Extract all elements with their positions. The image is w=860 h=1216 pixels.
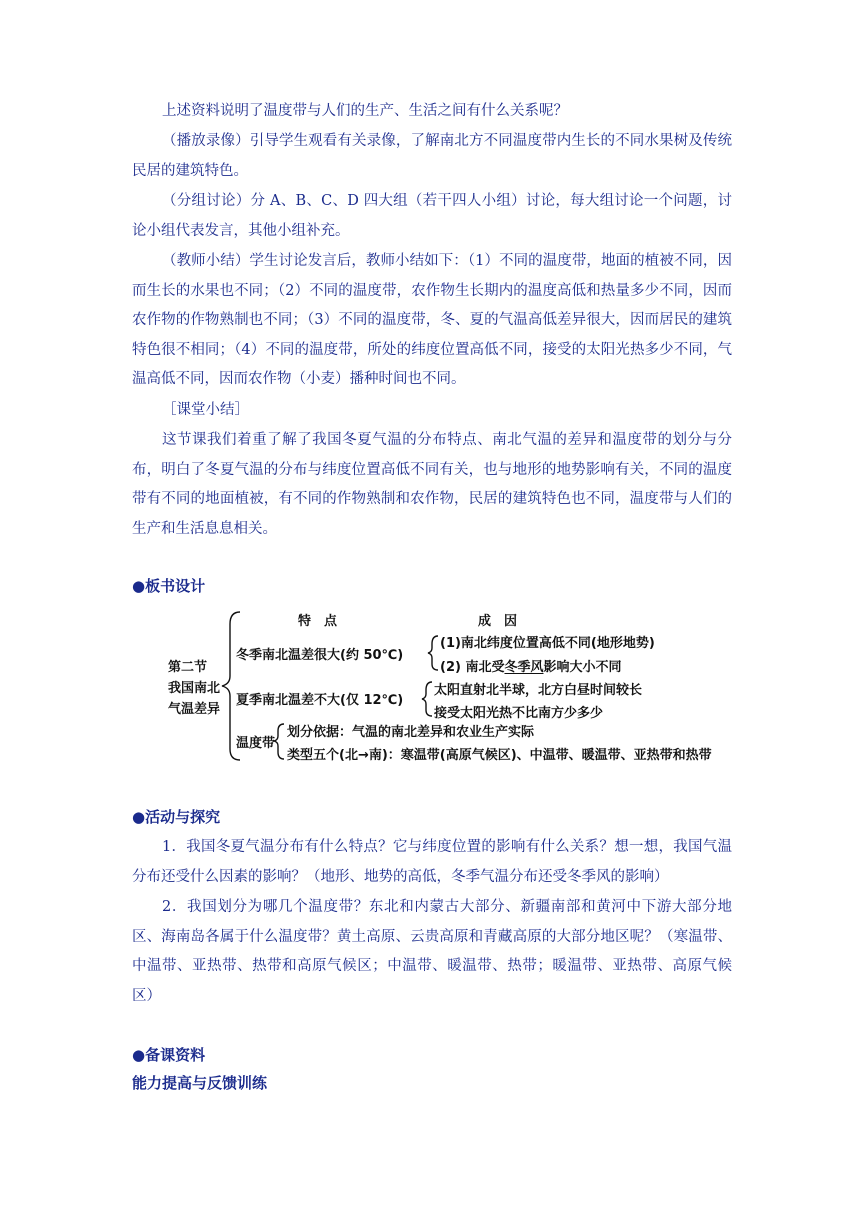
zone-types: 类型五个(北→南)：寒温带(高原气候区)、中温带、暖温带、亚热带和热带 bbox=[287, 748, 712, 763]
paragraph: （教师小结）学生讨论发言后，教师小结如下：（1）不同的温度带，地面的植被不同，因而生长的水果也不同；（2）不同的温度带，农作物生长期内的温度高低和热量多少不同，因而农作物的作物熟制也不同；（3）不同的温度带，冬、夏的气温高低差异很大，因而居民的建筑特色很不相同；（4）不同的温度带，所处的纬度位置高低不同，接受的太阳光热多少不同，气温高低不同，因而农作物（小麦）播种时间也不同。 bbox=[132, 253, 732, 387]
winter-brace bbox=[428, 636, 438, 670]
summer-feature: 夏季南北温差不大(仅 12℃) bbox=[236, 693, 404, 708]
winter-monsoon-underlined: 冬季风 bbox=[504, 660, 544, 675]
section-number: 第二节 bbox=[168, 660, 208, 675]
winter-cause-2-prefix: (2) 南北受 bbox=[440, 660, 505, 675]
activity-question-2: 2．我国划分为哪几个温度带？东北和内蒙古大部分、新疆南部和黄河中下游大部分地区、海南岛各属于什么温度带？黄土高原、云贵高原和青藏高原的大部分地区呢？（寒温带、中温带、亚热带、热带和高原气候区；中温带、暖温带、热带；暖温带、亚热带、高原气候区） bbox=[132, 899, 732, 1004]
resources-heading: ●备课资料 bbox=[132, 1046, 206, 1064]
paragraph: 这节课我们着重了解了我国冬夏气温的分布特点、南北气温的差异和温度带的划分与分布，明白了冬夏气温的分布与纬度位置高低不同有关，也与地形的地势影响有关，不同的温度带有不同的地面植被，有不同的作物熟制和农作物，民居的建筑特色也不同，温度带与人们的生产和生活息息相关。 bbox=[132, 432, 732, 537]
paragraph: 上述资料说明了温度带与人们的生产、生活之间有什么关系呢？ bbox=[162, 103, 568, 119]
activity-question-1: 1．我国冬夏气温分布有什么特点？它与纬度位置的影响有什么关系？想一想，我国气温分布还受什么因素的影响？（地形、地势的高低，冬季气温分布还受冬季风的影响） bbox=[132, 839, 732, 885]
board-design-heading: ●板书设计 bbox=[132, 577, 206, 595]
header-causes: 成 因 bbox=[478, 614, 518, 629]
winter-cause-1: (1)南北纬度位置高低不同(地形地势) bbox=[440, 636, 655, 651]
winter-cause-2-suffix: 影响大小不同 bbox=[543, 660, 622, 675]
board-diagram bbox=[160, 604, 740, 774]
resources-subheading: 能力提高与反馈训练 bbox=[132, 1074, 268, 1092]
summer-brace bbox=[422, 682, 432, 716]
activity-heading: ●活动与探究 bbox=[132, 808, 221, 826]
section-title-line2: 气温差异 bbox=[168, 702, 221, 717]
paragraph: （播放录像）引导学生观看有关录像，了解南北方不同温度带内生长的不同水果树及传统民居的建筑特色。 bbox=[132, 133, 732, 179]
zone-brace bbox=[274, 724, 284, 759]
class-summary-label: ［课堂小结］ bbox=[162, 402, 249, 418]
section-title-line1: 我国南北 bbox=[168, 681, 221, 696]
summer-cause-1: 太阳直射北半球，北方白昼时间较长 bbox=[434, 683, 643, 698]
summer-cause-2: 接受太阳光热不比南方少多少 bbox=[434, 706, 604, 721]
zone-label: 温度带 bbox=[236, 736, 276, 751]
zone-basis: 划分依据：气温的南北差异和农业生产实际 bbox=[287, 725, 535, 740]
winter-cause-2 bbox=[440, 656, 622, 675]
header-features: 特 点 bbox=[298, 614, 338, 629]
winter-feature: 冬季南北温差很大(约 50℃) bbox=[236, 648, 404, 663]
paragraph: （分组讨论）分 A、B、C、D 四大组（若干四人小组）讨论，每大组讨论一个问题，讨论小组代表发言，其他小组补充。 bbox=[132, 193, 732, 239]
